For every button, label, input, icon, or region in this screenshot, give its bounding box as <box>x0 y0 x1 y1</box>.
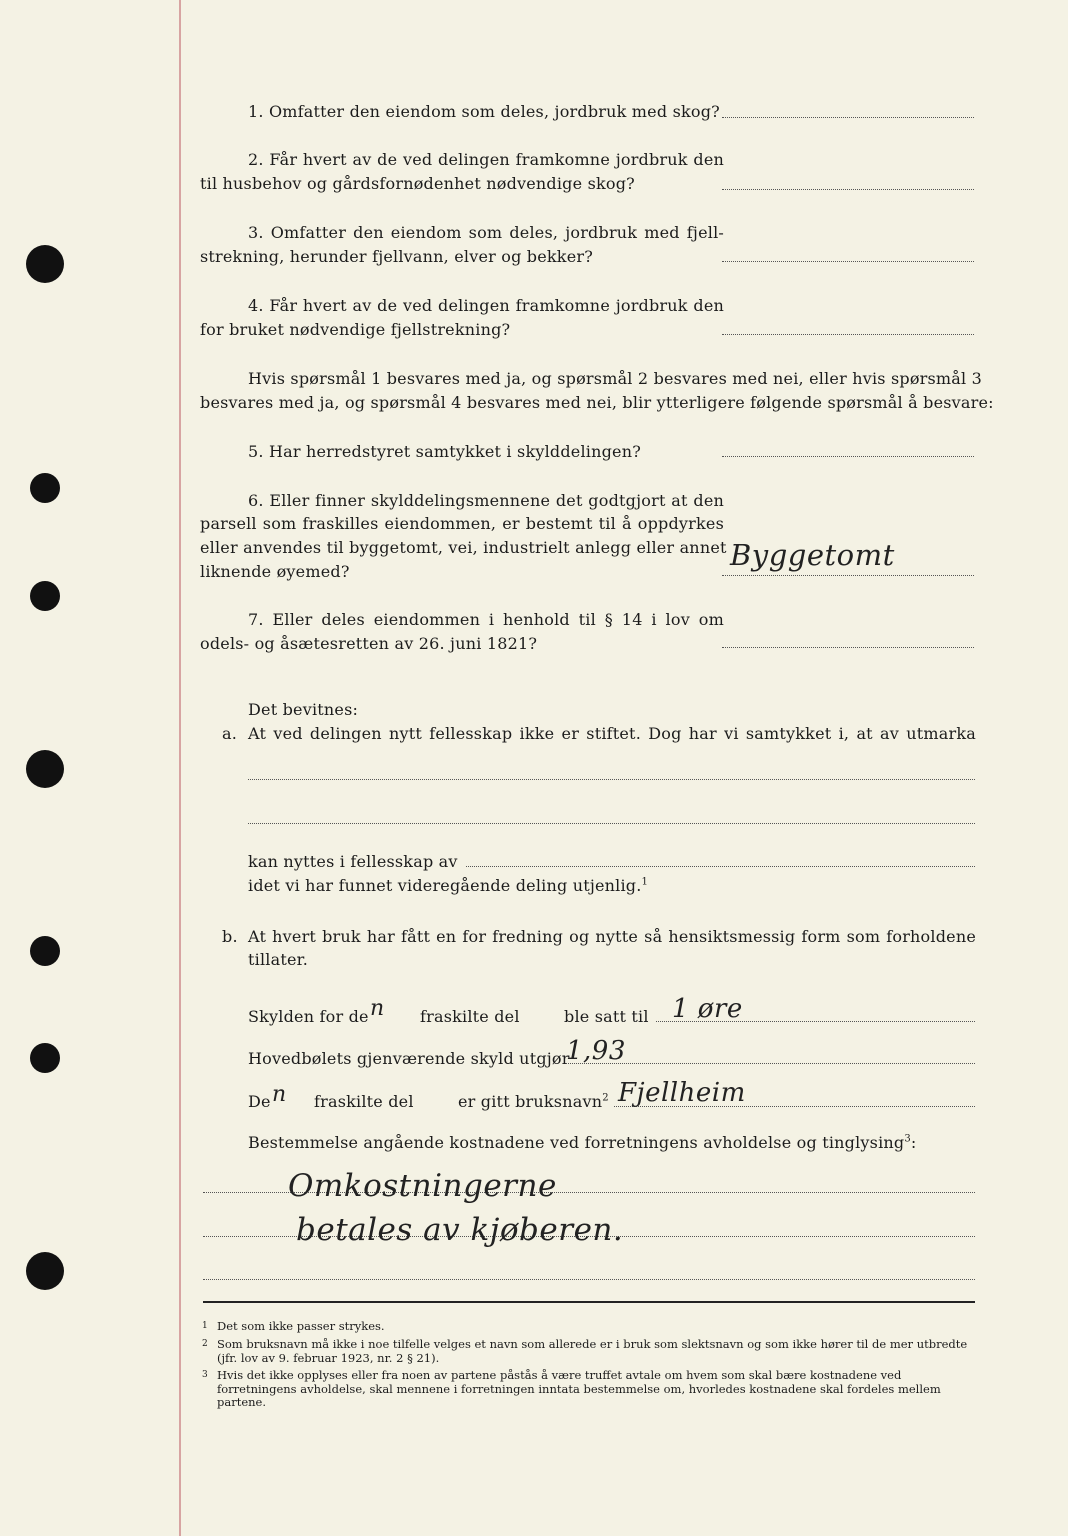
attest-b-line-1: At hvert bruk har fått en for fredning og nytte så hensiktsmessig form som forholdene <box>248 927 976 946</box>
attest-a-common-use-field[interactable] <box>466 866 975 867</box>
question-3-line-1: 3. Omfatter den eiendom som deles, jordbruk med fjell- <box>248 223 724 242</box>
question-6-line-2: parsell som fraskilles eiendommen, er bestemt til å oppdyrkes <box>200 514 724 533</box>
attest-a-blank-2[interactable] <box>248 823 975 824</box>
punch-hole <box>30 581 60 611</box>
question-2-line-2: til husbehov og gårdsfornødenhet nødvendige skog? <box>200 174 635 193</box>
bruksnavn-line-label: De <box>248 1092 271 1111</box>
skyld-line-1-handwritten-suffix: n <box>370 996 385 1021</box>
costs-handwriting-line-1: Omkostningerne <box>288 1168 557 1204</box>
hovedbol-label: Hovedbølets gjenværende skyld utgjør <box>248 1049 570 1068</box>
question-6-line-4: liknende øyemed? <box>200 562 350 581</box>
question-6-line-1: 6. Eller finner skylddelingsmennene det godtgjort at den <box>248 491 724 510</box>
question-6-line-3: eller anvendes til byggetomt, vei, industrielt anlegg eller annet <box>200 538 727 557</box>
attest-b-marker: b. <box>222 927 238 946</box>
punch-hole <box>30 473 60 503</box>
punch-hole <box>26 245 64 283</box>
punch-hole <box>30 1043 60 1073</box>
attest-a-text: At ved delingen nytt fellesskap ikke er stiftet. Dog har vi samtykket i, at av utmarka <box>248 724 976 743</box>
answer-1-field[interactable] <box>722 117 974 118</box>
bruksnavn-fraskilte: fraskilte del <box>314 1092 414 1111</box>
costs-handwriting-line-2: betales av kjøberen. <box>296 1212 624 1248</box>
attest-a-reason: idet vi har funnet videregående deling utjenlig.$^1$ <box>248 876 649 895</box>
red-margin-line <box>179 0 181 1536</box>
costs-label: Bestemmelse angående kostnadene ved forretningens avholdelse og tinglysing$^3$: <box>248 1133 917 1152</box>
question-7-line-2: odels- og åsætesretten av 26. juni 1821? <box>200 634 538 653</box>
question-2-line-1: 2. Får hvert av de ved delingen framkomne jordbruk den <box>248 150 724 169</box>
answer-2-field[interactable] <box>722 189 974 190</box>
question-4-line-1: 4. Får hvert av de ved delingen framkomne jordbruk den <box>248 296 724 315</box>
answer-5-field[interactable] <box>722 456 974 457</box>
condition-paragraph-line-2: besvares med ja, og spørsmål 4 besvares med nei, blir ytterligere følgende spørsmål å besvare: <box>200 393 994 412</box>
answer-4-field[interactable] <box>722 334 974 335</box>
footnote-3: 3 Hvis det ikke opplyses eller fra noen av partene påstås å være truffet avtale om hvem som skal bære kostnadene ved forretningens avholdelse, skal mennene i forretningen inntata bestemmelse om, hvorledes kostnadene skal fordeles mellem partene. <box>202 1368 941 1409</box>
punch-hole <box>26 750 64 788</box>
bruksnavn-handwriting: Fjellheim <box>618 1078 746 1108</box>
punch-hole <box>26 1252 64 1290</box>
skyld-line-1-fraskilte: fraskilte del <box>420 1007 520 1026</box>
attest-b-line-2: tillater. <box>248 950 308 969</box>
question-5-line-1: 5. Har herredstyret samtykket i skylddelingen? <box>248 442 641 461</box>
attest-a-blank-1[interactable] <box>248 779 975 780</box>
skyld-line-1-label: Skylden for de <box>248 1007 369 1026</box>
skyld-value-handwriting: 1 øre <box>672 994 743 1024</box>
condition-paragraph-line-1: Hvis spørsmål 1 besvares med ja, og spørsmål 2 besvares med nei, eller hvis spørsmål 3 <box>248 369 983 388</box>
bruksnavn-label: er gitt bruksnavn$^2$ <box>458 1092 609 1111</box>
footnote-separator <box>203 1301 975 1303</box>
question-7-line-1: 7. Eller deles eiendommen i henhold til § 14 i lov om <box>248 610 724 629</box>
attest-heading: Det bevitnes: <box>248 700 359 719</box>
footnote-1: 1 Det som ikke passer strykes. <box>202 1319 385 1333</box>
hovedbol-value-handwriting: 1,93 <box>566 1036 626 1066</box>
question-4-line-2: for bruket nødvendige fjellstrekning? <box>200 320 511 339</box>
attest-a-common-use: kan nyttes i fellesskap av <box>248 852 458 871</box>
question-3-line-2: strekning, herunder fjellvann, elver og bekker? <box>200 247 594 266</box>
answer-7-field[interactable] <box>722 647 974 648</box>
punch-hole <box>30 936 60 966</box>
bruksnavn-handwritten-suffix: n <box>272 1082 287 1107</box>
question-1-line-1: 1. Omfatter den eiendom som deles, jordbruk med skog? <box>248 102 720 121</box>
hovedbol-value-field[interactable] <box>566 1063 975 1064</box>
skyld-line-1-satt: ble satt til <box>564 1007 649 1026</box>
costs-field-3[interactable] <box>203 1279 975 1280</box>
answer-6-field[interactable] <box>722 575 974 576</box>
attest-a-marker: a. <box>222 724 238 743</box>
answer-6-handwriting: Byggetomt <box>730 538 895 572</box>
footnote-2: 2 Som bruksnavn må ikke i noe tilfelle velges et navn som allerede er i bruk som slektsnavn og som ikke hører til de mer utbredte (jfr. lov av 9. februar 1923, nr. 2 § 21). <box>202 1337 968 1365</box>
answer-3-field[interactable] <box>722 261 974 262</box>
